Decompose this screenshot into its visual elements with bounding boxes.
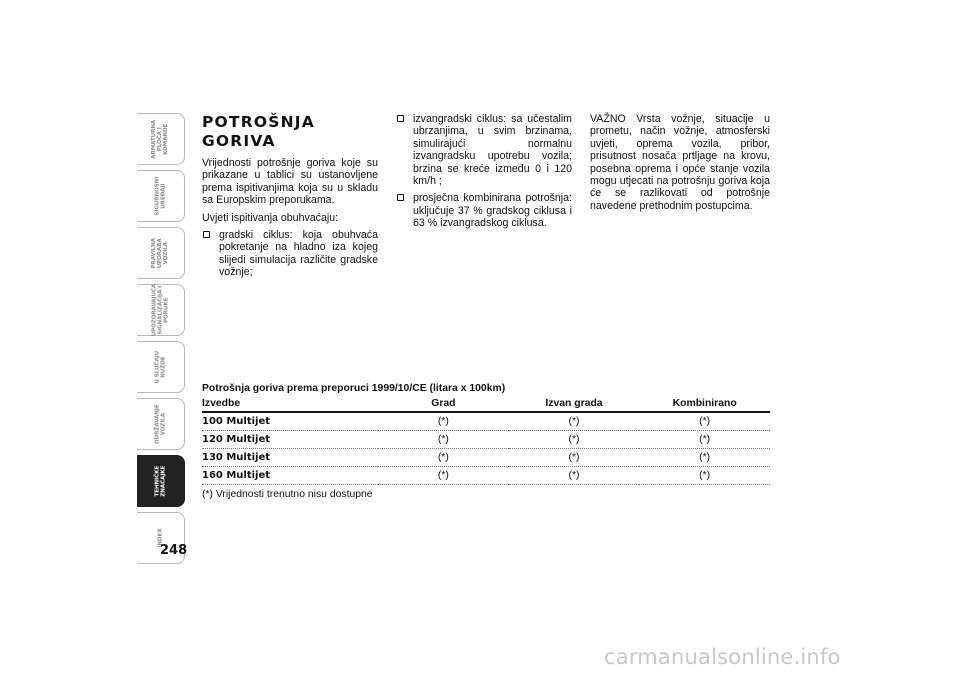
table-cell: (*): [378, 467, 509, 485]
table-cell: (*): [509, 412, 640, 431]
page-number: 248: [160, 543, 188, 558]
table-row: [202, 431, 770, 449]
table-row: [202, 449, 770, 467]
table-cell: (*): [378, 412, 509, 431]
tab-label: INDEX: [157, 528, 164, 548]
conditions-label: Uvjeti ispitivanja obuhvaćaju:: [202, 211, 339, 224]
table-cell: (*): [639, 467, 770, 485]
section-tabs: [137, 113, 187, 569]
table-cell: (*): [639, 449, 770, 467]
text-column-3: [590, 113, 770, 217]
table-cell: (*): [378, 449, 509, 467]
tab-u-slucaju-nuzde[interactable]: [137, 341, 185, 393]
consumption-table: [202, 397, 770, 485]
table-title: Potrošnja goriva prema preporuci 1999/10/CE (litara x 100km): [202, 383, 506, 394]
tab-tehnicke-znacajke[interactable]: [137, 455, 185, 507]
table-cell: (*): [639, 412, 770, 431]
tab-upozoravajuca-signalizacija[interactable]: [137, 284, 185, 336]
tab-label: ARMATURNA PLOČA I KOMANDE: [151, 119, 170, 159]
tab-armaturna-ploca[interactable]: [137, 113, 185, 165]
table-cell: 130 Multijet: [202, 449, 378, 467]
table-cell: 100 Multijet: [202, 412, 378, 431]
bullet-list: [396, 113, 572, 230]
tab-label: SIGURNOSNI UREĐAJI: [154, 176, 167, 216]
column-header: Izvedbe: [202, 397, 378, 412]
table-row: [202, 412, 770, 431]
table-row: [202, 467, 770, 485]
list-item: [396, 113, 572, 187]
checkbox-bullet-icon: [203, 231, 210, 238]
column-header: Izvan grada: [509, 397, 640, 412]
tab-sigurnosni-uredaji[interactable]: [137, 170, 185, 222]
tab-label: UPOZORAVAJUĆA SIGNALIZACIJA I PORUKE: [151, 283, 170, 336]
intro-paragraph: Vrijednosti potrošnje goriva koje su prikazane u tablici su ustanovljene prema ispitivanjima koja su u skladu sa Europskim preporukama.: [202, 157, 378, 207]
watermark: carmanualsonline.info: [604, 645, 841, 669]
column-header: Grad: [378, 397, 509, 412]
tab-label: ODRŽAVANJE VOZILA: [154, 404, 167, 444]
table-cell: 160 Multijet: [202, 467, 378, 485]
table-cell: (*): [509, 467, 640, 485]
table-footnote: (*) Vrijednosti trenutno nisu dostupne: [202, 489, 373, 500]
text-column-1: [202, 113, 378, 284]
table-cell: (*): [378, 431, 509, 449]
table-cell: (*): [509, 449, 640, 467]
checkbox-bullet-icon: [397, 115, 404, 122]
list-item-text: prosječna kombinirana potrošnja: uključuje 37 % gradskog ciklusa i 63 % izvangradskog ciklusa.: [413, 192, 572, 230]
tab-label: U SLUČAJU NUŽDE: [154, 350, 167, 384]
consumption-table-section: [202, 383, 770, 500]
table-cell: 120 Multijet: [202, 431, 378, 449]
list-item: [396, 192, 572, 229]
list-item: [202, 229, 378, 279]
page-title: POTROŠNJA GORIVA: [202, 113, 315, 150]
text-column-2: [396, 113, 572, 235]
table-header-row: [202, 397, 770, 412]
table-cell: (*): [509, 431, 640, 449]
bullet-list: [202, 229, 378, 279]
checkbox-bullet-icon: [397, 194, 404, 201]
tab-label: TEHNIČKE ZNAČAJKE: [154, 465, 167, 497]
column-header: Kombinirano: [639, 397, 770, 412]
list-item-text: izvangradski ciklus: sa učestalim ubrzanjima, u svim brzinama, simulirajući normalnu izvangradsku upotrebu vozila; brzina se kreće između 0 i 120 km/h ;: [413, 113, 572, 188]
tab-label: PRAVILNA UPORABA VOZILA: [151, 237, 170, 269]
tab-odrzavanje-vozila[interactable]: [137, 398, 185, 450]
tab-pravilna-uporaba[interactable]: [137, 227, 185, 279]
table-cell: (*): [639, 431, 770, 449]
important-note: VAŽNO Vrsta vožnje, situacije u prometu, način vožnje, atmosferski uvjeti, oprema vozila, pribor, prisutnost nosača prtljage na krovu, posebna oprema i opće stanje vozila mogu utjecati na potrošnju goriva koja će se razlikovati od potrošnje navedene prethodnim postupcima.: [590, 113, 770, 212]
list-item-text: gradski ciklus: koja obuhvaća pokretanje na hladno iza kojeg slijedi simulacija različite gradske vožnje;: [219, 229, 378, 279]
